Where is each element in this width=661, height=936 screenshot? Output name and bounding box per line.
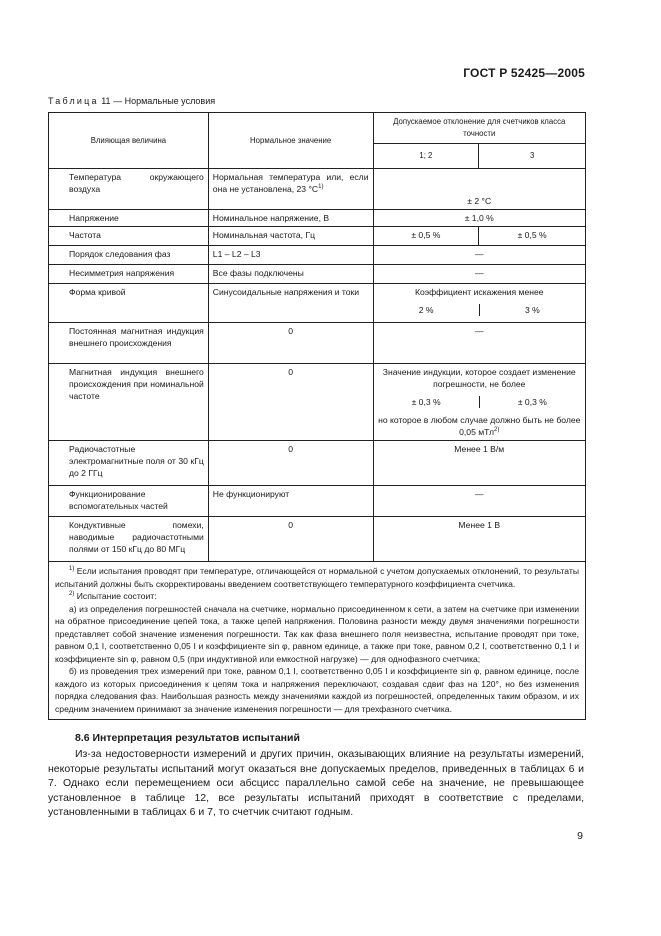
table-caption-number: 11 <box>101 96 111 106</box>
row-normal-radio-fields: 0 <box>208 441 373 486</box>
table-caption-label: Таблица <box>48 96 99 106</box>
header-class-1-2: 1; 2 <box>373 144 479 169</box>
footnote-ref-2: 2) <box>494 427 500 434</box>
header-normal-value: Нормальное значение <box>208 113 373 169</box>
note-2b: б) из проведения трех измерений при токе, равном 0,1 I, соответственно 0,05 I и коэффициенте sin φ, равном единице, после каждого из которых присоединения к цепям тока и напряжения переключают, создавая сдвиг фаз на 120°, но без изменения порядка следования фаз. Наибольшая разность между значениями каждой из погрешностей, определенных таким образом, и их средним значением принимают за значение изменения погрешности — для трехфазного счетчика. <box>55 666 579 714</box>
row-dev-phase-order: — <box>373 246 586 265</box>
row-name-aux-parts: Функционирование вспомогательных частей <box>49 486 209 517</box>
row-normal-const-magnetic: 0 <box>208 323 373 364</box>
table-caption-title: — Нормальные условия <box>113 96 216 106</box>
row-normal-waveform: Синусоидальные напряжения и токи <box>208 284 373 323</box>
row-name-ext-magnetic: Магнитная индукция внешнего происхождения при номинальной частоте <box>49 364 209 441</box>
row-dev-ext-magnetic <box>373 364 586 441</box>
row-dev-const-magnetic: — <box>373 323 586 364</box>
row-dev-frequency-1-2: ± 0,5 % <box>373 227 479 246</box>
table-row <box>49 284 586 323</box>
row-dev-temperature: ± 2 °С <box>373 169 586 210</box>
table-row <box>49 323 586 364</box>
table-row <box>49 441 586 486</box>
row-dev-conducted: Менее 1 В <box>373 517 586 562</box>
document-code: ГОСТ Р 52425—2005 <box>463 66 585 80</box>
row-dev-waveform <box>373 284 586 323</box>
row-normal-temperature <box>208 169 373 210</box>
row-dev-voltage: ± 1,0 % <box>373 210 586 227</box>
row-normal-voltage: Номинальное напряжение, В <box>208 210 373 227</box>
section-body <box>48 747 584 820</box>
waveform-dev-3: 3 % <box>479 304 585 316</box>
row-name-temperature: Температура окружающего воздуха <box>49 169 209 210</box>
table-notes <box>49 562 586 720</box>
table-row <box>49 486 586 517</box>
ext-magnetic-dev-note <box>374 414 586 438</box>
normal-conditions-table <box>48 112 586 720</box>
table-row <box>49 265 586 284</box>
ext-magnetic-note-text: но которое в любом случае должно быть не более 0,05 мТл <box>378 415 581 437</box>
table-row <box>49 169 586 210</box>
table-row <box>49 210 586 227</box>
waveform-dev-header: Коэффициент искажения менее <box>414 287 544 297</box>
waveform-dev-1-2: 2 % <box>418 305 434 315</box>
row-name-voltage: Напряжение <box>49 210 209 227</box>
row-name-frequency: Частота <box>49 227 209 246</box>
note-2-text: Испытание состоит: <box>76 591 157 601</box>
row-name-phase-order: Порядок следования фаз <box>49 246 209 265</box>
note-1-text: Если испытания проводят при температуре, отличающейся от нормальной с учетом допускаемых отклонений, то результаты испытаний должны быть скорректированы введением соответствующего температурного коэффициента счетчика. <box>55 566 579 589</box>
row-name-conducted: Кондуктивные помехи, наводимые радиочастотными полями от 150 кГц до 80 МГц <box>49 517 209 562</box>
row-normal-ext-magnetic: 0 <box>208 364 373 441</box>
header-quantity: Влияющая величина <box>49 113 209 169</box>
note-1-mark: 1) <box>69 566 75 573</box>
note-2 <box>55 590 579 603</box>
row-normal-frequency: Номинальная частота, Гц <box>208 227 373 246</box>
section-title: 8.6 Интерпретация результатов испытаний <box>75 732 300 744</box>
table-row <box>49 227 586 246</box>
row-dev-aux-parts: — <box>373 486 586 517</box>
row-normal-asymmetry: Все фазы подключены <box>208 265 373 284</box>
section-paragraph: Из-за недостоверности измерений и других причин, оказывающих влияние на результаты измерений, некоторые результаты испытаний могут оказаться вне допускаемых пределов, приведенных в таблицах 6 и 7. Однако если перемещением оси абсцисс параллельно самой себе на значение, не превышающее установленное в таблице 12, все результаты испытаний приходят в соответствие с пределами, установленными в таблицах 6 и 7, то счетчик считают годным. <box>48 748 584 818</box>
row-name-const-magnetic: Постоянная магнитная индукция внешнего происхождения <box>49 323 209 364</box>
note-1 <box>55 565 579 590</box>
temperature-normal-text: Нормальная температура или, если она не установлена, 23 °С <box>212 172 369 194</box>
ext-magnetic-dev-3: ± 0,3 % <box>479 396 585 408</box>
note-2-mark: 2) <box>69 591 75 598</box>
row-dev-radio-fields: Менее 1 В/м <box>373 441 586 486</box>
table-notes-row <box>49 562 586 720</box>
note-2a: а) из определения погрешностей сначала на счетчике, нормально присоединенном к сети, а затем на счетчике при изменении на обратное присоединение цепей тока, а также цепей напряжения. Половина разности между двумя значениями погрешности представляет собой значение изменения погрешности. Так как фаза внешнего поля неизвестна, испытание проводят при токе, равном 0,1 I, соответственно 0,05 I и коэффициенте sin φ, равном единице, а также при токе, равном 0,2 I, соответственно 0,1 I и коэффициенте sin φ, равном 0,5 (при индуктивной или емкостной нагрузке) — для однофазного счетчика; <box>55 603 579 664</box>
page-number: 9 <box>577 830 583 842</box>
footnote-ref-1: 1) <box>318 184 324 191</box>
table-row <box>49 364 586 441</box>
row-normal-conducted: 0 <box>208 517 373 562</box>
ext-magnetic-dev-1-2: ± 0,3 % <box>411 397 441 407</box>
row-dev-frequency-3: ± 0,5 % <box>479 227 586 246</box>
header-class-3: 3 <box>479 144 586 169</box>
waveform-dev-split <box>374 304 586 316</box>
table-row <box>49 517 586 562</box>
row-dev-asymmetry: — <box>373 265 586 284</box>
row-name-asymmetry: Несимметрия напряжения <box>49 265 209 284</box>
row-normal-aux-parts: Не функционируют <box>208 486 373 517</box>
ext-magnetic-dev-text: Значение индукции, которое создает изменение погрешности, не более <box>382 367 576 389</box>
table-row <box>49 246 586 265</box>
ext-magnetic-dev-split <box>374 396 586 408</box>
table-header-row <box>49 113 586 144</box>
header-deviation: Допускаемое отклонение для счетчиков класса точности <box>373 113 586 144</box>
row-name-radio-fields: Радиочастотные электромагнитные поля от 30 кГц до 2 ГГц <box>49 441 209 486</box>
row-name-waveform: Форма кривой <box>49 284 209 323</box>
table-caption <box>48 96 215 106</box>
row-normal-phase-order: L1 – L2 – L3 <box>208 246 373 265</box>
